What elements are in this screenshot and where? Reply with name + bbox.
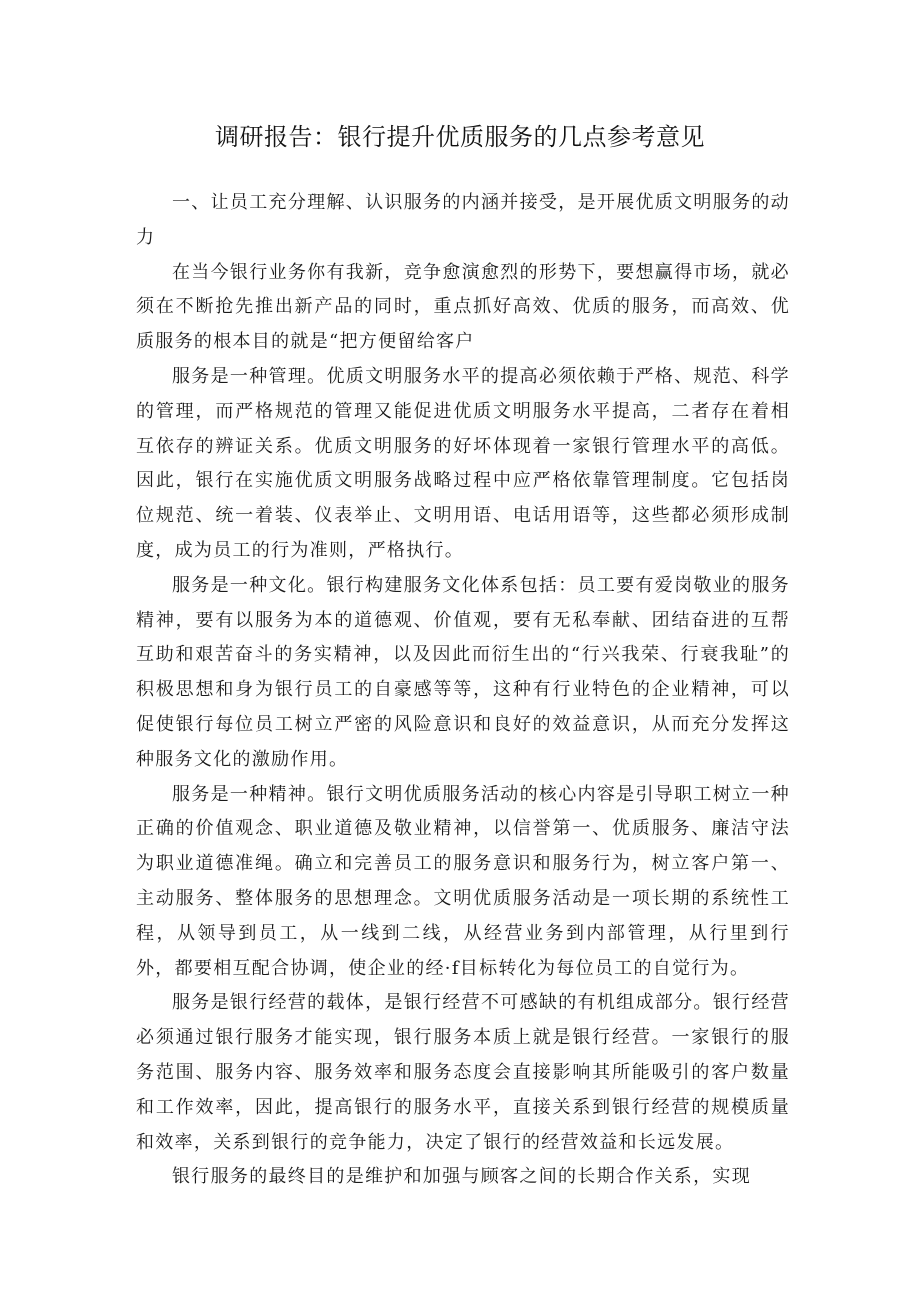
document-title: 调研报告：银行提升优质服务的几点参考意见 — [215, 123, 705, 151]
paragraph: 服务是一种精神。银行文明优质服务活动的核心内容是引导职工树立一种正确的价值观念、职业道德及敬业精神，以信誉第一、优质服务、廉洁守法为职业道德准绳。确立和完善员工的服务意识和服务行为，树立客户第一、主动服务、整体服务的思想理念。文明优质服务活动是一项长期的系统性工程，从领导到员工，从一线到二线，从经营业务到内部管理，从行里到行外，都要相互配合协调，使企业的经·f目标转化为每位员工的自觉行为。 — [136, 783, 790, 979]
paragraph: 服务是一种管理。优质文明服务水平的提高必须依赖于严格、规范、科学的管理，而严格规范的管理又能促进优质文明服务水平提高，二者存在着相互依存的辨证关系。优质文明服务的好坏体现着一家银行管理水平的高低。因此，银行在实施优质文明服务战略过程中应严格依靠管理制度。它包括岗位规范、统一着装、仪表举止、文明用语、电话用语等，这些都必须形成制度，成为员工的行为准则，严格执行。 — [136, 365, 790, 561]
paragraph: 一、让员工充分理解、认识服务的内涵并接受，是开展优质文明服务的动力 — [136, 192, 790, 248]
document-body — [136, 186, 790, 1195]
paragraph: 银行服务的最终目的是维护和加强与顾客之间的长期合作关系，实现 — [172, 1166, 751, 1188]
paragraph: 在当今银行业务你有我新，竞争愈演愈烈的形势下，要想赢得市场，就必须在不断抢先推出新产品的同时，重点抓好高效、优质的服务，而高效、优质服务的根本目的就是“把方便留给客户 — [136, 261, 790, 353]
paragraph: 服务是银行经营的载体，是银行经营不可感缺的有机组成部分。银行经营必须通过银行服务才能实现，银行服务本质上就是银行经营。一家银行的服务范围、服务内容、服务效率和服务态度会直接影响其所能吸引的客户数量和工作效率，因此，提高银行的服务水平，直接关系到银行经营的规模质量和效率，关系到银行的竞争能力，决定了银行的经营效益和长远发展。 — [136, 992, 790, 1153]
paragraph: 服务是一种文化。银行构建服务文化体系包括：员工要有爱岗敬业的服务精神，要有以服务为本的道德观、价值观，要有无私奉献、团结奋进的互帮互助和艰苦奋斗的务实精神，以及因此而衍生出的“行兴我荣、行衰我耻”的积极思想和身为银行员工的自豪感等等，这种有行业特色的企业精神，可以促使银行每位员工树立严密的风险意识和良好的效益意识，从而充分发挥这种服务文化的激励作用。 — [136, 574, 790, 770]
